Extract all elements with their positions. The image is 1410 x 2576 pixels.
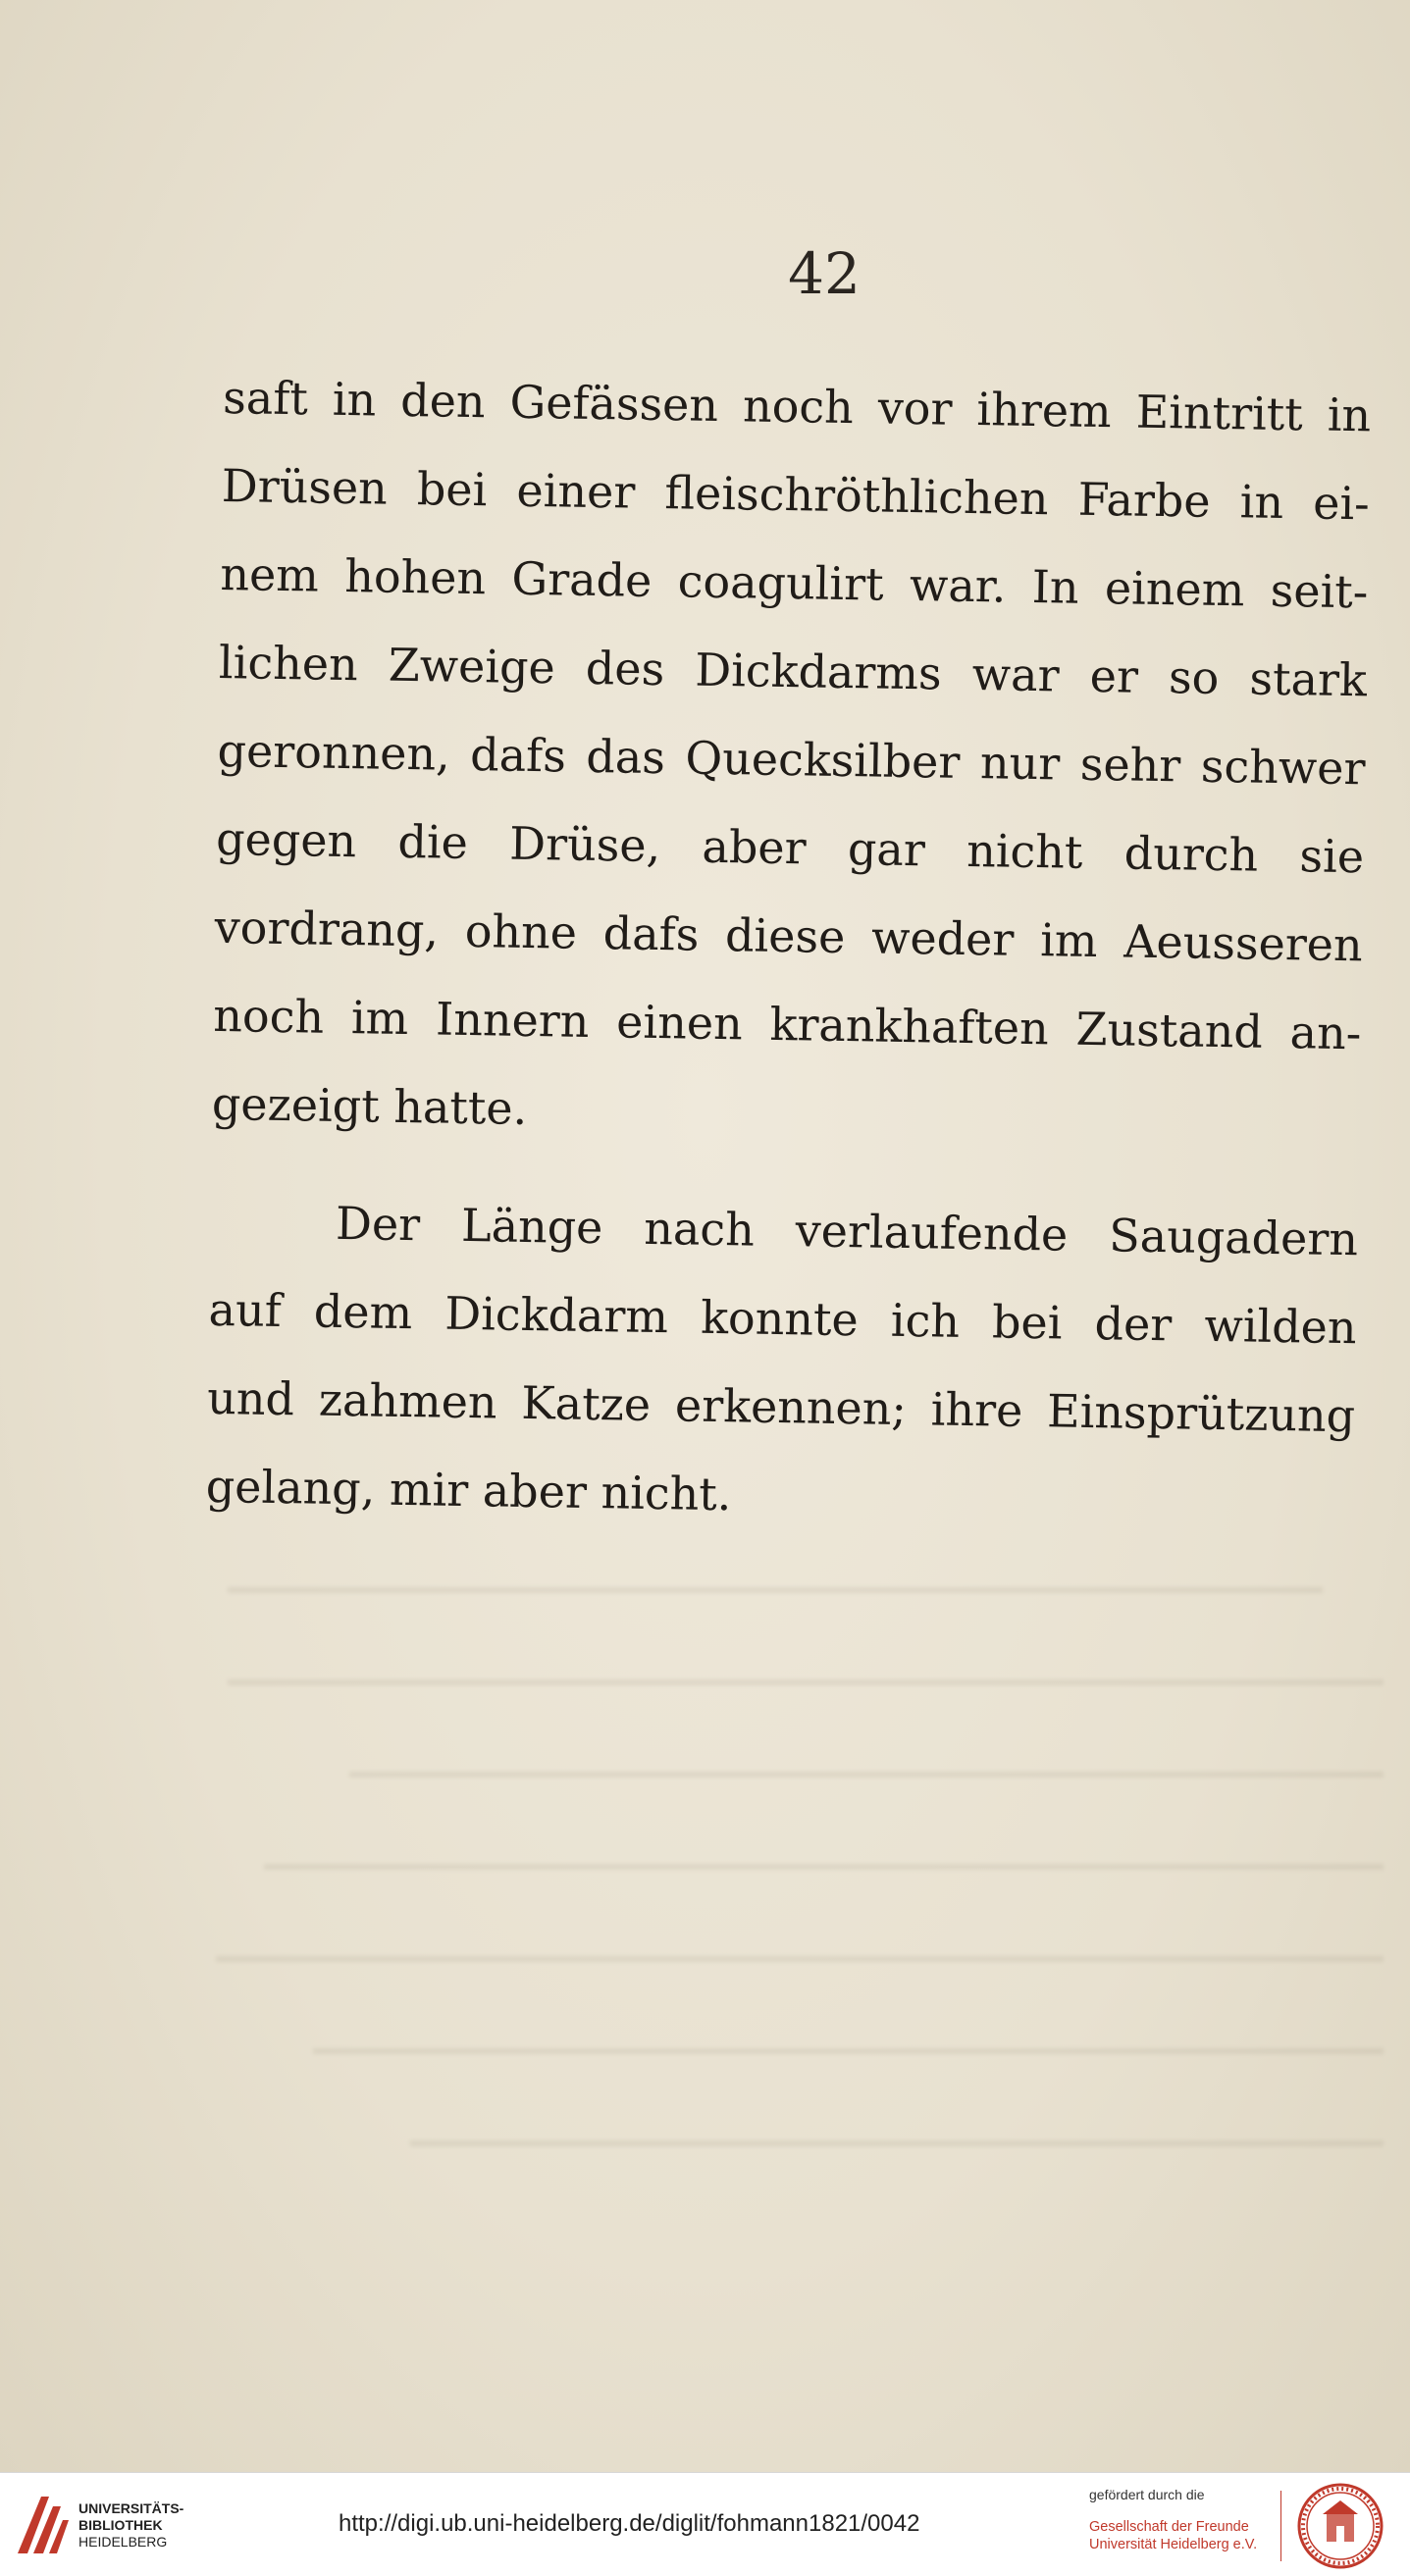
sponsor-label: gefördert durch die [1089,2487,1205,2502]
library-name-line: HEIDELBERG [78,2534,168,2550]
footer-divider [1280,2491,1281,2561]
text-line: noch im Innern einen krankhaften Zustand an- [212,988,1362,1060]
paragraph-2 [205,1177,1359,1548]
text-line: saft in den Gefässen noch vor ihrem Eintritt in [222,370,1372,442]
sponsor-block [1089,2487,1295,2553]
text-line: gezeigt hatte. [211,1076,528,1135]
permalink-url[interactable]: http://digi.ub.uni-heidelberg.de/diglit/fohmann1821/0042 [339,2510,920,2537]
library-name-line: BIBLIOTHEK [78,2517,163,2533]
library-name-line: UNIVERSITÄTS- [78,2500,184,2516]
sponsor-name: Gesellschaft der Freunde [1089,2519,1249,2535]
text-line: Drüsen bei einer fleischröthlichen Farbe in ei- [221,458,1371,531]
paragraph-1 [211,353,1372,1165]
footer-bar [0,2472,1410,2576]
sponsor-name: Universität Heidelberg e.V. [1089,2537,1258,2552]
bleed-through-texture [167,1501,1384,2266]
text-line: und zahmen Katze erkennen; ihre Einsprützung [206,1370,1356,1443]
text-line: Der Länge nach verlaufende Saugadern [335,1196,1359,1266]
library-logo-icon [14,2493,71,2557]
text-line: lichen Zweige des Dickdarms war er so stark [218,635,1368,707]
text-line: gegen die Drüse, aber gar nicht durch sie [215,811,1365,884]
text-line: auf dem Dickdarm konnte ich bei der wilden [208,1282,1357,1355]
page-number: 42 [788,240,861,307]
text-line: nem hohen Grade coagulirt war. In einem seit- [220,546,1369,619]
text-line: vordrang, ohne dafs diese weder im Aeusseren [214,900,1364,972]
body-text [205,353,1372,1548]
text-line: gelang, mir aber nicht. [205,1459,732,1521]
library-name [78,2500,183,2550]
text-line: geronnen, dafs das Quecksilber nur sehr schwer [217,723,1366,796]
university-seal-icon [1297,2483,1384,2569]
